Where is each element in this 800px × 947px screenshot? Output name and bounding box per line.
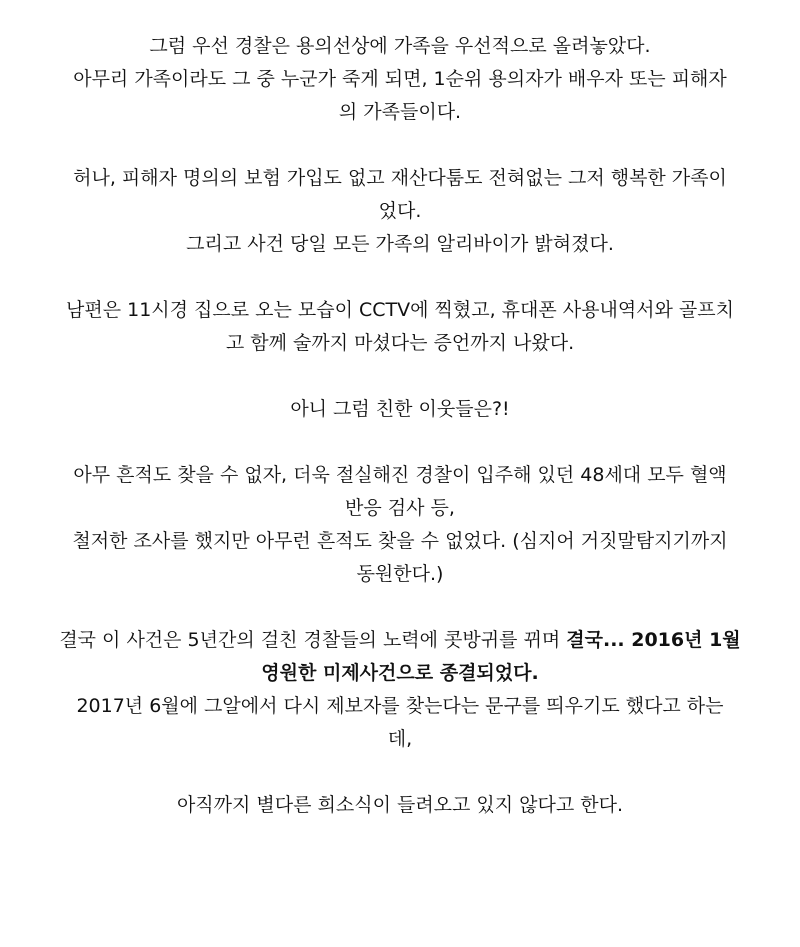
text-segment: 결국 이 사건은 5년간의 걸친 경찰들의 노력에 콧방귀를 뀌며 <box>59 629 567 651</box>
paragraph-suspects-family <box>0 30 800 129</box>
text-line: 고 함께 술까지 마셨다는 증언까지 나왔다. <box>225 332 575 354</box>
text-line: 남편은 11시경 집으로 오는 모습이 CCTV에 찍혔고, 휴대폰 사용내역서와 골프치 <box>66 299 734 321</box>
emphasis-text: 영원한 미제사건으로 종결되었다. <box>261 662 539 684</box>
text-line: 2017년 6월에 그알에서 다시 제보자를 찾는다는 문구를 띄우기도 했다고 하는 <box>76 695 724 717</box>
emphasis-text: 결국... 2016년 1월 <box>566 629 741 651</box>
paragraph-gap <box>0 756 800 789</box>
text-line: 철저한 조사를 했지만 아무런 흔적도 찾을 수 없었다. (심지어 거짓말탐지기까지 <box>72 530 728 552</box>
text-line: 아니 그럼 친한 이웃들은?! <box>290 398 510 420</box>
text-line: 아무리 가족이라도 그 중 누군가 죽게 되면, 1순위 용의자가 배우자 또는 피해자 <box>73 68 727 90</box>
text-line: 의 가족들이다. <box>338 101 462 123</box>
paragraph-no-motive <box>0 162 800 261</box>
text-line: 었다. <box>378 200 422 222</box>
paragraph-unsolved-case <box>0 624 800 756</box>
text-line: 데, <box>387 728 413 750</box>
article-body <box>0 30 800 822</box>
paragraph-gap <box>0 360 800 393</box>
text-line: 그리고 사건 당일 모든 가족의 알리바이가 밝혀졌다. <box>186 233 614 255</box>
paragraph-gap <box>0 129 800 162</box>
text-line: 허나, 피해자 명의의 보험 가입도 없고 재산다툼도 전혀없는 그저 행복한 가족이 <box>73 167 727 189</box>
text-line: 아무 흔적도 찾을 수 없자, 더욱 절실해진 경찰이 입주해 있던 48세대 모두 혈액 <box>73 464 727 486</box>
text-line <box>0 624 800 657</box>
paragraph-gap <box>0 591 800 624</box>
paragraph-neighbors-question <box>0 393 800 426</box>
text-line: 그럼 우선 경찰은 용의선상에 가족을 우선적으로 올려놓았다. <box>149 35 651 57</box>
paragraph-investigation <box>0 459 800 591</box>
paragraph-husband-alibi <box>0 294 800 360</box>
text-line: 아직까지 별다른 희소식이 들려오고 있지 않다고 한다. <box>176 794 624 816</box>
paragraph-no-news <box>0 789 800 822</box>
paragraph-gap <box>0 426 800 459</box>
text-line: 동원한다.) <box>356 563 444 585</box>
text-line: 반응 검사 등, <box>345 497 455 519</box>
paragraph-gap <box>0 261 800 294</box>
